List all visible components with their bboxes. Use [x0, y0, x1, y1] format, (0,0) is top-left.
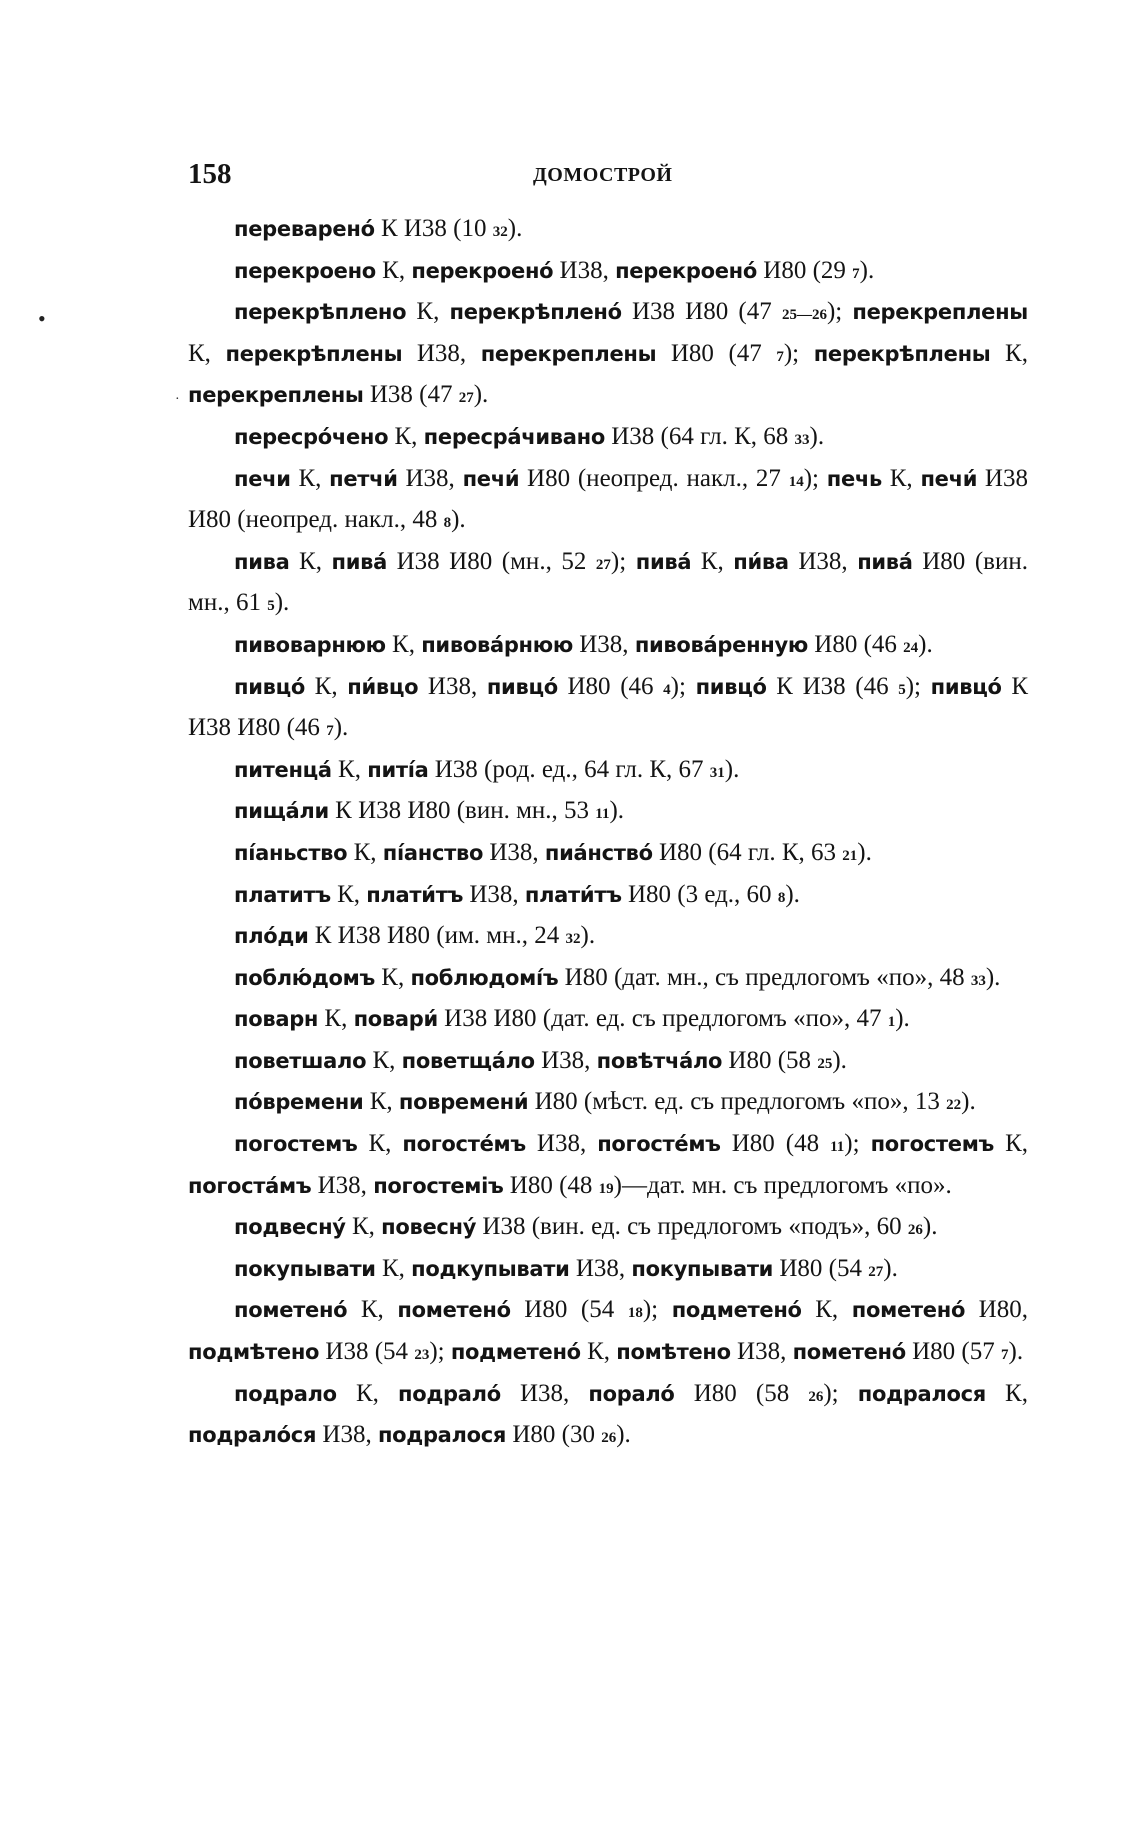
citation-text: ); — [610, 547, 636, 575]
citation-text: И80 (30 — [506, 1421, 602, 1449]
citation-text: И38, — [730, 1338, 793, 1366]
citation-text: ). — [333, 714, 349, 742]
citation-text: ). — [1008, 1338, 1024, 1366]
variant-form: погосте́мъ — [402, 1132, 526, 1157]
line-reference: 8 — [443, 515, 452, 532]
citation-text: И80 (неопред. накл., 27 — [519, 464, 789, 492]
line-reference: 25 — [817, 1055, 833, 1072]
citation-text: И38 И80 (мн., 52 — [387, 547, 596, 575]
citation-text: И38, — [397, 464, 463, 492]
citation-text: И38, — [788, 547, 858, 575]
citation-text: К, — [801, 1296, 852, 1324]
line-reference: 31 — [709, 764, 725, 781]
citation-text: И38 (54 — [319, 1338, 415, 1366]
headword: пива — [234, 549, 290, 574]
citation-text: К, — [388, 422, 424, 450]
variant-form: пивцо́ — [486, 674, 558, 699]
citation-text: К, — [289, 547, 332, 575]
glossary-entry — [188, 1250, 1028, 1292]
line-reference: 27 — [595, 556, 611, 573]
citation-text: ). — [724, 755, 740, 783]
line-reference: 24 — [903, 639, 919, 656]
headword: пі́аньство — [234, 840, 348, 865]
citation-text: ). — [785, 880, 800, 908]
citation-text: ); — [823, 1379, 858, 1407]
citation-text: И38, — [553, 256, 616, 284]
citation-text: ). — [580, 922, 596, 950]
citation-text: И80 (3 ед., 60 — [621, 880, 778, 908]
citation-text: И80 (48 — [503, 1171, 599, 1199]
glossary-entry — [188, 1125, 1028, 1208]
citation-text: И38, — [534, 1046, 597, 1074]
citation-text: И38 (64 гл. К, 68 — [604, 422, 795, 450]
citation-text: ); — [642, 1296, 672, 1324]
page-header — [188, 158, 1028, 198]
headword: пересро́чено — [234, 424, 389, 449]
citation-text: ); — [826, 298, 853, 326]
variant-form: пива́ — [635, 549, 692, 574]
variant-form: повремени́ — [398, 1090, 529, 1115]
glossary-entry — [188, 626, 1028, 668]
citation-text: И80 (58 — [674, 1379, 809, 1407]
citation-text: И80 (46 — [557, 672, 664, 700]
variant-form: помѣтено — [616, 1340, 731, 1365]
line-reference: 25—26 — [781, 307, 827, 324]
variant-form: пива́ — [857, 549, 913, 574]
glossary-entry — [188, 418, 1028, 460]
glossary-entry — [188, 460, 1028, 543]
citation-text: И38, — [483, 838, 545, 866]
citation-text: ); — [429, 1338, 451, 1366]
citation-text: И38, — [500, 1379, 589, 1407]
headword: питенца́ — [234, 757, 332, 782]
citation-text: К И38 И80 (им. мн., 24 — [308, 922, 566, 950]
variant-form: перекреплены — [852, 300, 1028, 325]
line-reference: 8 — [777, 889, 786, 906]
citation-text: И38, — [569, 1254, 632, 1282]
variant-form: перекрѣплены — [225, 341, 403, 366]
citation-text: К, — [385, 630, 422, 658]
citation-text: К И38 И80 (вин. мн., 53 — [328, 797, 596, 825]
citation-text: К, — [881, 464, 921, 492]
citation-text: К, — [347, 1296, 398, 1324]
glossary-entry — [188, 792, 1028, 834]
variant-form: плати́тъ — [524, 882, 622, 907]
glossary-entry — [188, 834, 1028, 876]
line-reference: 7 — [776, 348, 784, 365]
headword: пометено́ — [234, 1298, 348, 1323]
citation-text: ). — [961, 1088, 976, 1116]
citation-text: И38 (47 — [363, 381, 459, 409]
citation-text: И80 (дат. мн., съ предлогомъ «по», 48 — [558, 963, 971, 991]
line-reference: 19 — [598, 1180, 614, 1197]
line-reference: 11 — [830, 1139, 845, 1156]
citation-text: ). — [609, 797, 625, 825]
citation-text: К И38 И80 (46 — [188, 672, 1028, 742]
citation-text: К, — [336, 1379, 399, 1407]
citation-text: ); — [905, 672, 931, 700]
headword: поблю́домъ — [234, 965, 376, 990]
line-reference: 7 — [1001, 1347, 1009, 1364]
citation-text: К, — [188, 339, 226, 367]
citation-text: ). — [857, 838, 872, 866]
headword: поветшало — [234, 1048, 367, 1073]
line-reference: 1 — [887, 1014, 896, 1031]
variant-form: перекроено́ — [615, 258, 758, 283]
line-reference: 14 — [788, 473, 804, 490]
headword: пища́ли — [234, 799, 329, 824]
glossary-entry — [188, 668, 1028, 751]
citation-text: К, — [366, 1046, 402, 1074]
variant-form: погосте́мъ — [597, 1132, 721, 1157]
citation-text: И38 И80 (47 — [621, 298, 782, 326]
citation-text: К, — [331, 755, 368, 783]
variant-form: покупывати — [631, 1256, 774, 1281]
variant-form: подкупывати — [411, 1256, 570, 1281]
variant-form: порало́ — [588, 1381, 675, 1406]
running-title: ДОМОСТРОЙ — [533, 164, 673, 186]
glossary-entry — [188, 917, 1028, 959]
variant-form: пи́ва — [733, 549, 789, 574]
headword: перекроено — [234, 258, 376, 283]
headword: покупывати — [234, 1256, 376, 1281]
citation-text: ). — [832, 1046, 847, 1074]
line-reference: 27 — [868, 1263, 884, 1280]
citation-text: ). — [918, 630, 933, 658]
margin-mark: • — [38, 306, 46, 331]
variant-form: подмѣтено — [188, 1340, 320, 1365]
line-reference: 33 — [970, 972, 986, 989]
citation-text: ). — [859, 256, 875, 284]
glossary-entry — [188, 751, 1028, 793]
citation-text: К, — [691, 547, 734, 575]
variant-form: поветща́ло — [401, 1048, 535, 1073]
line-reference: 32 — [492, 224, 508, 240]
variant-form: подралося — [377, 1423, 507, 1448]
variant-form: пивцо́ — [695, 674, 767, 699]
headword: по́времени — [234, 1090, 364, 1115]
variant-form: пиа́нство́ — [544, 840, 653, 865]
variant-form: печи́ — [462, 466, 520, 491]
line-reference: 4 — [663, 681, 671, 698]
glossary-entry — [188, 252, 1028, 294]
variant-form: погостеміъ — [373, 1173, 504, 1198]
headword: поварн — [234, 1007, 319, 1032]
variant-form: пи́вцо — [347, 674, 419, 699]
glossary-entry — [188, 1000, 1028, 1042]
citation-text: К, — [330, 880, 367, 908]
citation-text: И38 И80 (неопред. накл., 48 — [188, 464, 1028, 534]
citation-text: И80 (57 — [905, 1338, 1002, 1366]
variant-form: поблюдомі́ъ — [410, 965, 559, 990]
citation-text: ). — [274, 589, 290, 617]
variant-form: перекреплены — [188, 383, 364, 408]
line-reference: 26 — [808, 1388, 824, 1405]
variant-form: печь — [826, 466, 882, 491]
citation-text: К, — [363, 1088, 399, 1116]
citation-text: К, — [357, 1130, 403, 1158]
citation-text: И38, — [525, 1130, 598, 1158]
citation-text: К, — [990, 339, 1028, 367]
citation-text: ); — [803, 464, 827, 492]
citation-text: И38 (вин. ед. съ предлогомъ «подъ», 60 — [476, 1213, 908, 1241]
citation-text: И38, — [573, 630, 635, 658]
variant-form: пі́анство — [382, 840, 484, 865]
line-reference: 32 — [565, 931, 581, 948]
variant-form: пивова́рнюю — [421, 632, 573, 657]
variant-form: пивцо́ — [930, 674, 1002, 699]
citation-text: К, — [318, 1005, 354, 1033]
citation-text: ). — [507, 215, 523, 242]
citation-text: К, — [347, 838, 383, 866]
variant-form: пометено́ — [851, 1298, 966, 1323]
citation-text: И80 (54 — [510, 1296, 628, 1324]
variant-form: подрало́ — [398, 1381, 501, 1406]
line-reference: 7 — [852, 265, 860, 282]
citation-text: К, — [345, 1213, 382, 1241]
variant-form: пометено́ — [397, 1298, 511, 1323]
variant-form: подрало́ся — [188, 1423, 317, 1448]
headword: подрало — [234, 1381, 337, 1406]
headword: переварено́ — [234, 217, 375, 241]
variant-form: питі́а — [367, 757, 429, 782]
variant-form: петчи́ — [329, 466, 398, 491]
headword: погостемъ — [234, 1132, 358, 1157]
variant-form: перекреплены — [480, 341, 657, 366]
citation-text: И38 И80 (дат. ед. съ предлогомъ «по», 47 — [437, 1005, 888, 1033]
glossary-entry — [188, 210, 1028, 252]
citation-text: И80 (48 — [720, 1130, 831, 1158]
citation-text: И80 (46 — [808, 630, 904, 658]
variant-form: пометено́ — [792, 1340, 906, 1365]
variant-form: перекрѣплено́ — [449, 300, 622, 325]
citation-text: К, — [375, 256, 412, 284]
glossary-entry — [188, 1208, 1028, 1250]
variant-form: перекроено́ — [411, 258, 554, 283]
citation-text: ). — [451, 506, 466, 534]
headword: платитъ — [234, 882, 331, 907]
line-reference: 33 — [794, 431, 810, 448]
variant-form: погостемъ — [870, 1132, 995, 1157]
page-number: 158 — [188, 158, 232, 190]
variant-form: плати́тъ — [366, 882, 464, 907]
line-reference: 26 — [601, 1430, 617, 1447]
headword: печи — [234, 466, 291, 491]
citation-text: ). — [809, 422, 825, 450]
citation-text: К, — [985, 1379, 1028, 1407]
variant-form: пересра́чивано — [423, 424, 605, 449]
citation-text: ); — [670, 672, 696, 700]
citation-text: К, — [305, 672, 348, 700]
line-reference: 21 — [842, 847, 858, 864]
variant-form: подметено́ — [450, 1340, 581, 1365]
glossary-entry — [188, 1083, 1028, 1125]
variant-form: пива́ — [331, 549, 388, 574]
glossary-entry — [188, 1291, 1028, 1374]
citation-text: И80 (вин. мн., 61 — [188, 547, 1028, 617]
citation-text: ); — [783, 339, 814, 367]
citation-text: К, — [406, 298, 450, 326]
citation-text: ). — [883, 1254, 898, 1282]
citation-text: И80 (64 гл. К, 63 — [652, 838, 843, 866]
citation-text: К, — [580, 1338, 617, 1366]
citation-text: К, — [290, 464, 330, 492]
variant-form: пивова́ренную — [634, 632, 809, 657]
line-reference: 22 — [946, 1097, 962, 1114]
variant-form: погоста́мъ — [188, 1173, 312, 1198]
glossary-entry — [188, 543, 1028, 626]
citation-text: ). — [616, 1421, 631, 1449]
citation-text: И80, — [965, 1296, 1028, 1324]
headword: подвесну́ — [234, 1215, 346, 1240]
headword: пивцо́ — [234, 674, 306, 699]
line-reference: 7 — [326, 723, 334, 740]
headword: перекрѣплено — [234, 300, 407, 325]
citation-text: ). — [895, 1005, 910, 1033]
line-reference: 5 — [267, 598, 275, 615]
headword: пивоварнюю — [234, 632, 386, 657]
margin-mark: · — [175, 392, 180, 407]
citation-text: И38, — [311, 1171, 374, 1199]
citation-text: ); — [844, 1130, 871, 1158]
citation-text: ). — [922, 1213, 938, 1241]
variant-form: перекрѣплены — [813, 341, 991, 366]
citation-text: К И38 (10 — [374, 215, 493, 242]
variant-form: повѣтча́ло — [596, 1048, 723, 1073]
citation-text: К И38 (46 — [766, 672, 899, 700]
citation-text: К, — [994, 1130, 1028, 1158]
citation-text: К, — [375, 1254, 412, 1282]
line-reference: 11 — [595, 806, 610, 823]
line-reference: 27 — [458, 390, 474, 407]
citation-text: ). — [473, 381, 489, 409]
variant-form: повесну́ — [381, 1215, 477, 1240]
citation-text: И80 (мѣст. ед. съ предлогомъ «по», 13 — [528, 1088, 947, 1116]
citation-text: К, — [375, 963, 411, 991]
glossary-entry — [188, 1042, 1028, 1084]
citation-text: И80 (47 — [656, 339, 777, 367]
citation-text: )—дат. мн. съ предлогомъ «по». — [613, 1171, 952, 1199]
variant-form: повари́ — [353, 1007, 438, 1032]
citation-text: ). — [985, 963, 1001, 991]
glossary-entry — [188, 959, 1028, 1001]
variant-form: подралося — [857, 1381, 986, 1406]
line-reference: 18 — [627, 1305, 643, 1322]
glossary-entry — [188, 876, 1028, 918]
headword: пло́ди — [234, 924, 309, 949]
citation-text: И38, — [463, 880, 525, 908]
citation-text: И80 (58 — [722, 1046, 818, 1074]
citation-text: И80 (29 — [757, 256, 853, 284]
variant-form: печи́ — [920, 466, 978, 491]
line-reference: 5 — [898, 681, 906, 698]
glossary-entries — [188, 210, 1028, 1458]
glossary-entry — [188, 293, 1028, 418]
glossary-entry — [188, 1375, 1028, 1458]
variant-form: подметено́ — [671, 1298, 802, 1323]
citation-text: И38, — [418, 672, 487, 700]
line-reference: 26 — [907, 1222, 923, 1239]
citation-text: И38, — [402, 339, 481, 367]
citation-text: И38 (род. ед., 64 гл. К, 67 — [428, 755, 710, 783]
citation-text: И38, — [316, 1421, 378, 1449]
line-reference: 23 — [414, 1347, 430, 1364]
citation-text: И80 (54 — [773, 1254, 869, 1282]
